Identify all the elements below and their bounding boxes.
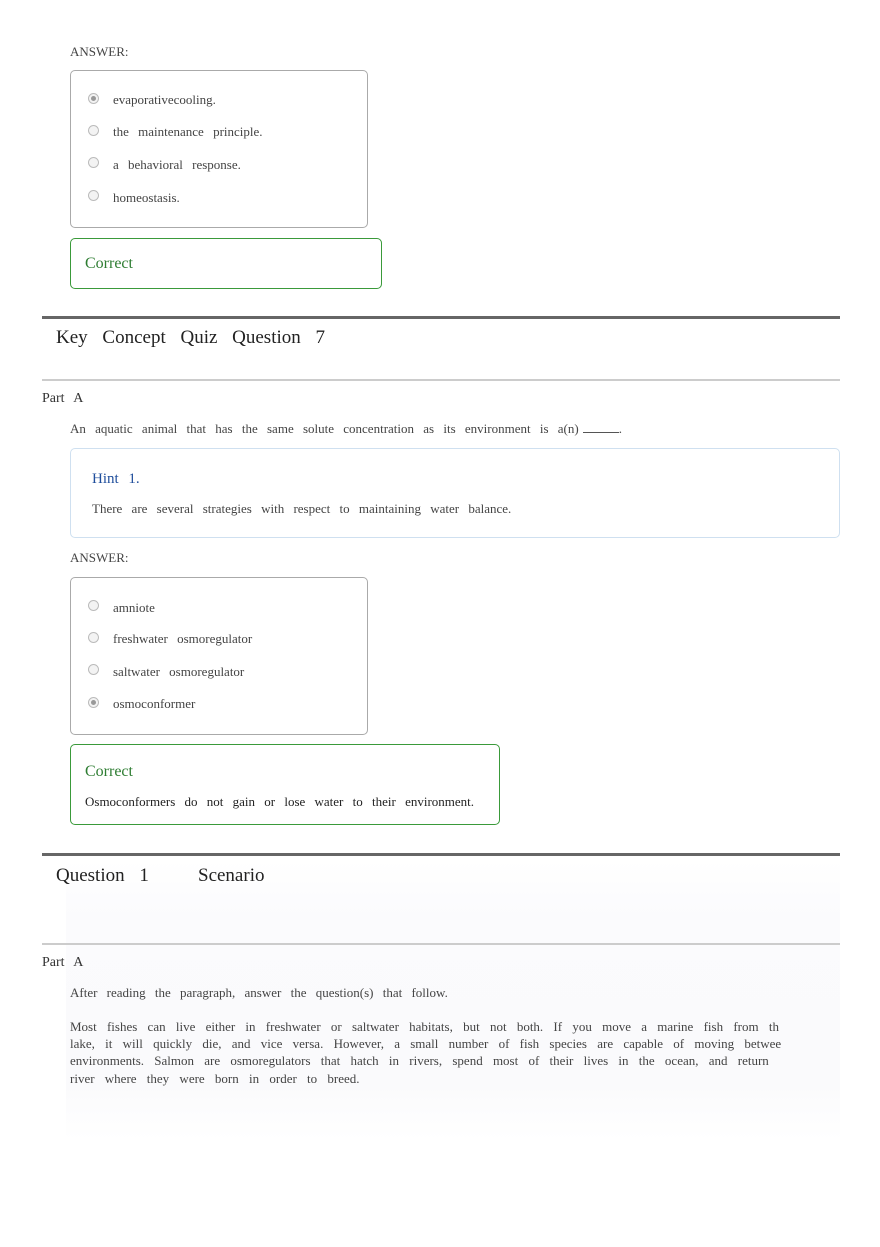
scenario-question-title: Question 1 xyxy=(56,865,149,886)
question-text xyxy=(70,421,622,437)
option-label-2: freshwater osmoregulator xyxy=(113,631,253,646)
question-title: Key Concept Quiz Question 7 xyxy=(56,327,326,348)
scenario-instruction: After reading the paragraph, answer the question(s) that follow. xyxy=(70,985,448,1000)
answer-options-box xyxy=(70,70,368,228)
question-prompt: An aquatic animal that has the same solute concentration as its environment is a(n) xyxy=(70,421,579,436)
radio-option-1[interactable] xyxy=(88,600,99,611)
option-label-4: osmoconformer xyxy=(113,696,196,711)
radio-option-4[interactable] xyxy=(88,697,99,708)
scenario-paragraph-line: lake, it will quickly die, and vice versa. However, a small number of fish species are capable of moving betwee xyxy=(70,1036,782,1051)
radio-option-2[interactable] xyxy=(88,632,99,643)
answer-label: ANSWER: xyxy=(70,550,129,565)
radio-option-2[interactable] xyxy=(88,125,99,136)
answer-blank xyxy=(583,432,619,433)
option-label-3: a behavioral response. xyxy=(113,157,241,172)
feedback-correct-title: Correct xyxy=(85,763,133,780)
radio-option-3[interactable] xyxy=(88,157,99,168)
scenario-paragraph-line: environments. Salmon are osmoregulators that hatch in rivers, spend most of their lives in the ocean, and return xyxy=(70,1053,769,1068)
part-label: Part A xyxy=(42,955,84,970)
section-divider-thin xyxy=(42,379,840,381)
feedback-explanation: Osmoconformers do not gain or lose water to their environment. xyxy=(85,794,475,809)
part-label: Part A xyxy=(42,391,84,406)
radio-option-1[interactable] xyxy=(88,93,99,104)
section-divider xyxy=(42,853,840,856)
hint-title[interactable]: Hint 1. xyxy=(92,471,140,487)
option-label-1: amniote xyxy=(113,600,155,615)
feedback-correct-title: Correct xyxy=(85,255,133,272)
option-label-1: evaporativecooling. xyxy=(113,92,216,107)
section-divider-thin xyxy=(42,943,840,945)
feedback-correct-box xyxy=(70,238,382,289)
scenario-paragraph-line: Most fishes can live either in freshwater or saltwater habitats, but not both. If you move a marine fish from th xyxy=(70,1019,779,1034)
scenario-subtitle: Scenario xyxy=(198,865,265,886)
option-label-3: saltwater osmoregulator xyxy=(113,664,245,679)
feedback-correct-box xyxy=(70,744,500,825)
answer-options-box xyxy=(70,577,368,735)
section-divider xyxy=(42,316,840,319)
option-label-4: homeostasis. xyxy=(113,190,180,205)
radio-option-3[interactable] xyxy=(88,664,99,675)
scenario-paragraph-line: river where they were born in order to breed. xyxy=(70,1071,360,1086)
radio-option-4[interactable] xyxy=(88,190,99,201)
hint-box xyxy=(70,448,840,538)
hint-text: There are several strategies with respect to maintaining water balance. xyxy=(92,501,512,516)
question-end: . xyxy=(618,421,622,436)
option-label-2: the maintenance principle. xyxy=(113,124,263,139)
answer-label: ANSWER: xyxy=(70,44,129,59)
